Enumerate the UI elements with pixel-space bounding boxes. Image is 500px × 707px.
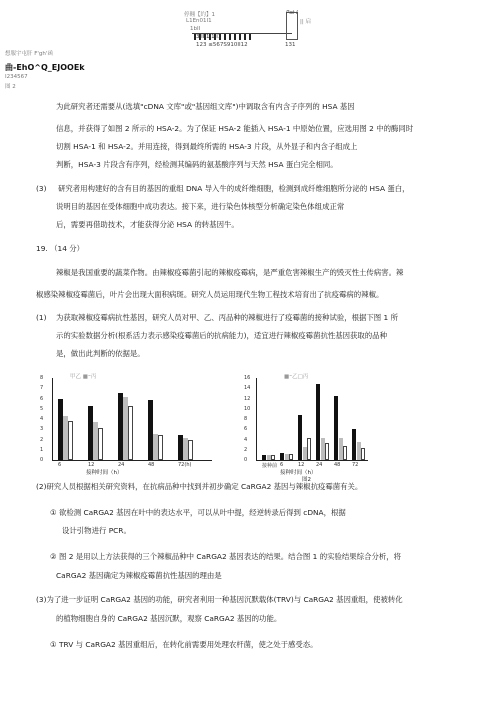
header-garbled-1: 想服宇屯肝 F'gh'函: [5, 51, 53, 57]
chart-1-legend: 甲乙 ■⁼丙: [70, 374, 97, 380]
chart-2-x-tick: 接种前: [262, 463, 278, 469]
chart-2-y-tick: 0: [244, 457, 248, 463]
chart-1-x-label: 接种时间（h）: [86, 470, 123, 476]
question-19-line: 椒感染辣椒疫霉菌后，叶片会出现大面积病斑。研究人员运用现代生物工程技术培育出了抗疫霉病的辣椒。: [36, 290, 384, 299]
chart-2-bar: [339, 438, 343, 460]
chart-1-bar: [93, 422, 98, 460]
subquestion-2a-line: 设计引物进行 PCR。: [62, 526, 131, 535]
chart-1-y-tick: 1: [40, 446, 44, 453]
subquestion-1-line: 示的实验数据分析(根系活力表示感染疫霉菌后的抗病能力)，适宜进行辣椒疫霉菌抗性基因获取的品种: [56, 331, 387, 340]
header-garbled-2: 曲-EhO^Q_EJOOEk: [5, 63, 85, 72]
figure-2-label: 图 2: [5, 84, 16, 90]
paragraph-line: 切割 HSA-1 和 HSA-2。并用连接，得到最终所需的 HSA-3 片段，从外显子和内含子组成上: [56, 142, 358, 151]
subquestion-3-line: 的植物细胞自身的 CaRGA2 基因沉默，观察 CaRGA2 基因的功能。: [56, 614, 282, 623]
chart-1-y-tick: 8: [40, 375, 44, 381]
chart-2-bar: [325, 443, 329, 460]
chart-2-y-tick: 16: [244, 375, 251, 381]
chart-1-bar: [68, 421, 73, 460]
chart-1-bar: [63, 416, 68, 460]
chart-2-bar: [343, 446, 347, 460]
subquestion-1-line: 是，做出此判断的依据是。: [56, 349, 145, 358]
chart-2-bar: [352, 429, 356, 460]
chart-2-bar: [357, 442, 361, 460]
question-3-number: (3): [36, 184, 47, 193]
chart-1-bar: [188, 440, 193, 461]
chart-2-bar: [307, 438, 311, 460]
chart-2-bar: [316, 384, 320, 460]
chart-1-y-tick: 0: [40, 457, 44, 463]
chart-2-x-tick: 12: [298, 462, 305, 468]
question-3-line: 说明目的基因在受体细胞中成功表达。接下来，进行染色体核型分析确定染色体组成正常: [56, 202, 345, 211]
chart-1-bar: [58, 399, 63, 461]
chart-1-bar: [153, 434, 158, 460]
chart-2-y-tick: 2: [244, 446, 248, 453]
question-19-line: 辣椒是我国重要的蔬菜作物。由辣椒疫霉菌引起的辣椒疫霉病，是严重危害辣椒生产的毁灭性土传病害。辣: [56, 268, 404, 277]
chart-1-y-tick: 7: [40, 385, 44, 392]
chart-2-bar: [289, 454, 293, 460]
chart-1-bar: [123, 397, 128, 460]
subquestion-2a-line: ① 欲检测 CaRGA2 基因在叶中的表达水平，可以从叶中提，经逆转录后得到 cDNA，根据: [50, 508, 346, 517]
chart-2-caption: 图2: [302, 477, 311, 483]
chart-2-bar: [285, 454, 289, 460]
subquestion-2-line: (2)研究人员根据相关研究资料，在抗病品种中找到并初步确定 CaRGA2 基因与辣椒抗疫霉菌有关。: [36, 482, 363, 491]
chart-2-y-tick: 6: [244, 426, 248, 433]
diagram-label-4: 3IIII1I1II1: [196, 34, 222, 40]
diagram-right-number: 131: [285, 42, 296, 48]
chart-2-bar: [267, 455, 271, 460]
chart-1-x-tick: 72(h): [178, 462, 192, 468]
chart-1-bar: [128, 406, 133, 460]
chart-2-y-tick: 12: [244, 395, 251, 402]
chart-1-y-tick: 6: [40, 395, 44, 402]
chart-2-bar: [334, 396, 338, 460]
diagram-right-code: Pst Ⅰ: [286, 10, 298, 16]
chart-2-bar: [280, 453, 284, 460]
subquestion-2b-line: CaRGA2 基因确定为辣椒疫霉菌抗性基因的理由是: [56, 571, 222, 580]
chart-2-bar: [271, 455, 275, 460]
chart-2-x-label: 接种时间（h）: [280, 470, 317, 476]
diagram-right-box: [286, 12, 298, 40]
chart-2-y-axis: [256, 378, 257, 460]
chart-1-bar: [158, 435, 163, 460]
chart-2-x-tick: 72: [352, 462, 359, 468]
subquestion-1-line: 为获取辣椒疫霉病抗性基因，研究人员对甲、乙、丙品种的辣椒进行了疫霉菌的接种试验，根据下图 1 所: [56, 313, 398, 322]
chart-2-x-tick: 24: [316, 462, 323, 468]
chart-2-y-tick: 14: [244, 385, 251, 392]
chart-1-bar: [98, 428, 103, 460]
chart-1-bar: [183, 438, 188, 460]
subquestion-3a-line: ① TRV 与 CaRGA2 基因重组后，在转化前需要用处理农杆菌，使之处于感受态。: [50, 640, 318, 649]
paragraph-line: 信息，并获得了如图 2 所示的 HSA-2。为了保证 HSA-2 能插入 HSA-1 中原始位置，应选用图 2 中的酶同时: [56, 124, 414, 133]
diagram-sequence-numbers: 123 ≤567S910II12: [196, 42, 248, 48]
chart-2-bar: [361, 448, 365, 460]
figure-2-chart: [240, 372, 380, 484]
chart-1-x-axis: [52, 460, 212, 461]
question-3-line: 研究者用构建好的含有目的基因的重组 DNA 导入牛的成纤维细胞，检测到成纤维细胞所分泌的 HSA 蛋白，: [58, 184, 410, 193]
diagram-label-2: L1En01I1: [186, 18, 212, 24]
chart-1-y-tick: 5: [40, 405, 44, 412]
question-19-heading: 19. （14 分）: [36, 244, 85, 253]
chart-2-x-tick: 48: [334, 462, 341, 468]
chart-1-y-tick: 4: [40, 416, 44, 422]
chart-1-x-tick: 24: [118, 462, 125, 468]
paragraph-line: 判断，HSA-3 片段含有序列，经检测其编码的氨基酸序列与天然 HSA 蛋白完全相同。: [56, 160, 338, 169]
chart-1-y-axis: [52, 378, 53, 460]
diagram-right-note: || 启: [300, 19, 311, 25]
chart-2-x-tick: 6: [280, 462, 284, 468]
subquestion-1-number: (1): [36, 313, 47, 322]
chart-2-bar: [321, 438, 325, 460]
chart-2-y-tick: 8: [244, 416, 248, 422]
chart-2-y-tick: 10: [244, 405, 251, 412]
chart-2-bar: [303, 447, 307, 460]
diagram-label-3: 1bII: [190, 26, 201, 32]
chart-1-x-tick: 6: [58, 462, 62, 468]
question-3-line: 后，需要再借助技术，才能获得分泌 HSA 的转基因牛。: [56, 220, 239, 229]
diagram-label-1: 停翱【約】1: [184, 12, 215, 18]
chart-2-x-axis: [256, 460, 368, 461]
chart-2-bar: [298, 415, 302, 460]
chart-2-legend: ■⁼乙□丙: [284, 374, 309, 380]
header-garbled-3: I234567: [5, 74, 28, 80]
chart-1-bar: [118, 393, 123, 460]
figure-1-chart: [30, 372, 230, 476]
chart-2-y-tick: 4: [244, 436, 248, 443]
subquestion-3-line: (3)为了进一步证明 CaRGA2 基因的功能，研究者利用一种基因沉默载体(TRV)与 CaRGA2 基因重组，使被转化: [36, 595, 403, 604]
chart-1-y-tick: 3: [40, 426, 44, 433]
chart-1-x-tick: 48: [148, 462, 155, 468]
paragraph-line: 为此研究者还需要从(选填"cDNA 文库"或"基因组文库")中调取含有内含子序列的 HSA 基因: [56, 102, 355, 111]
subquestion-2b-line: ② 图 2 是用以上方法获得的三个辣椒品种中 CaRGA2 基因表达的结果。结合图 1 的实验结果综合分析，将: [50, 552, 402, 561]
chart-1-bar: [178, 435, 183, 460]
chart-1-bar: [88, 406, 93, 460]
chart-1-x-tick: 12: [88, 462, 95, 468]
chart-1-bar: [148, 400, 153, 460]
chart-2-bar: [262, 455, 266, 460]
chart-1-y-tick: 2: [40, 436, 44, 443]
